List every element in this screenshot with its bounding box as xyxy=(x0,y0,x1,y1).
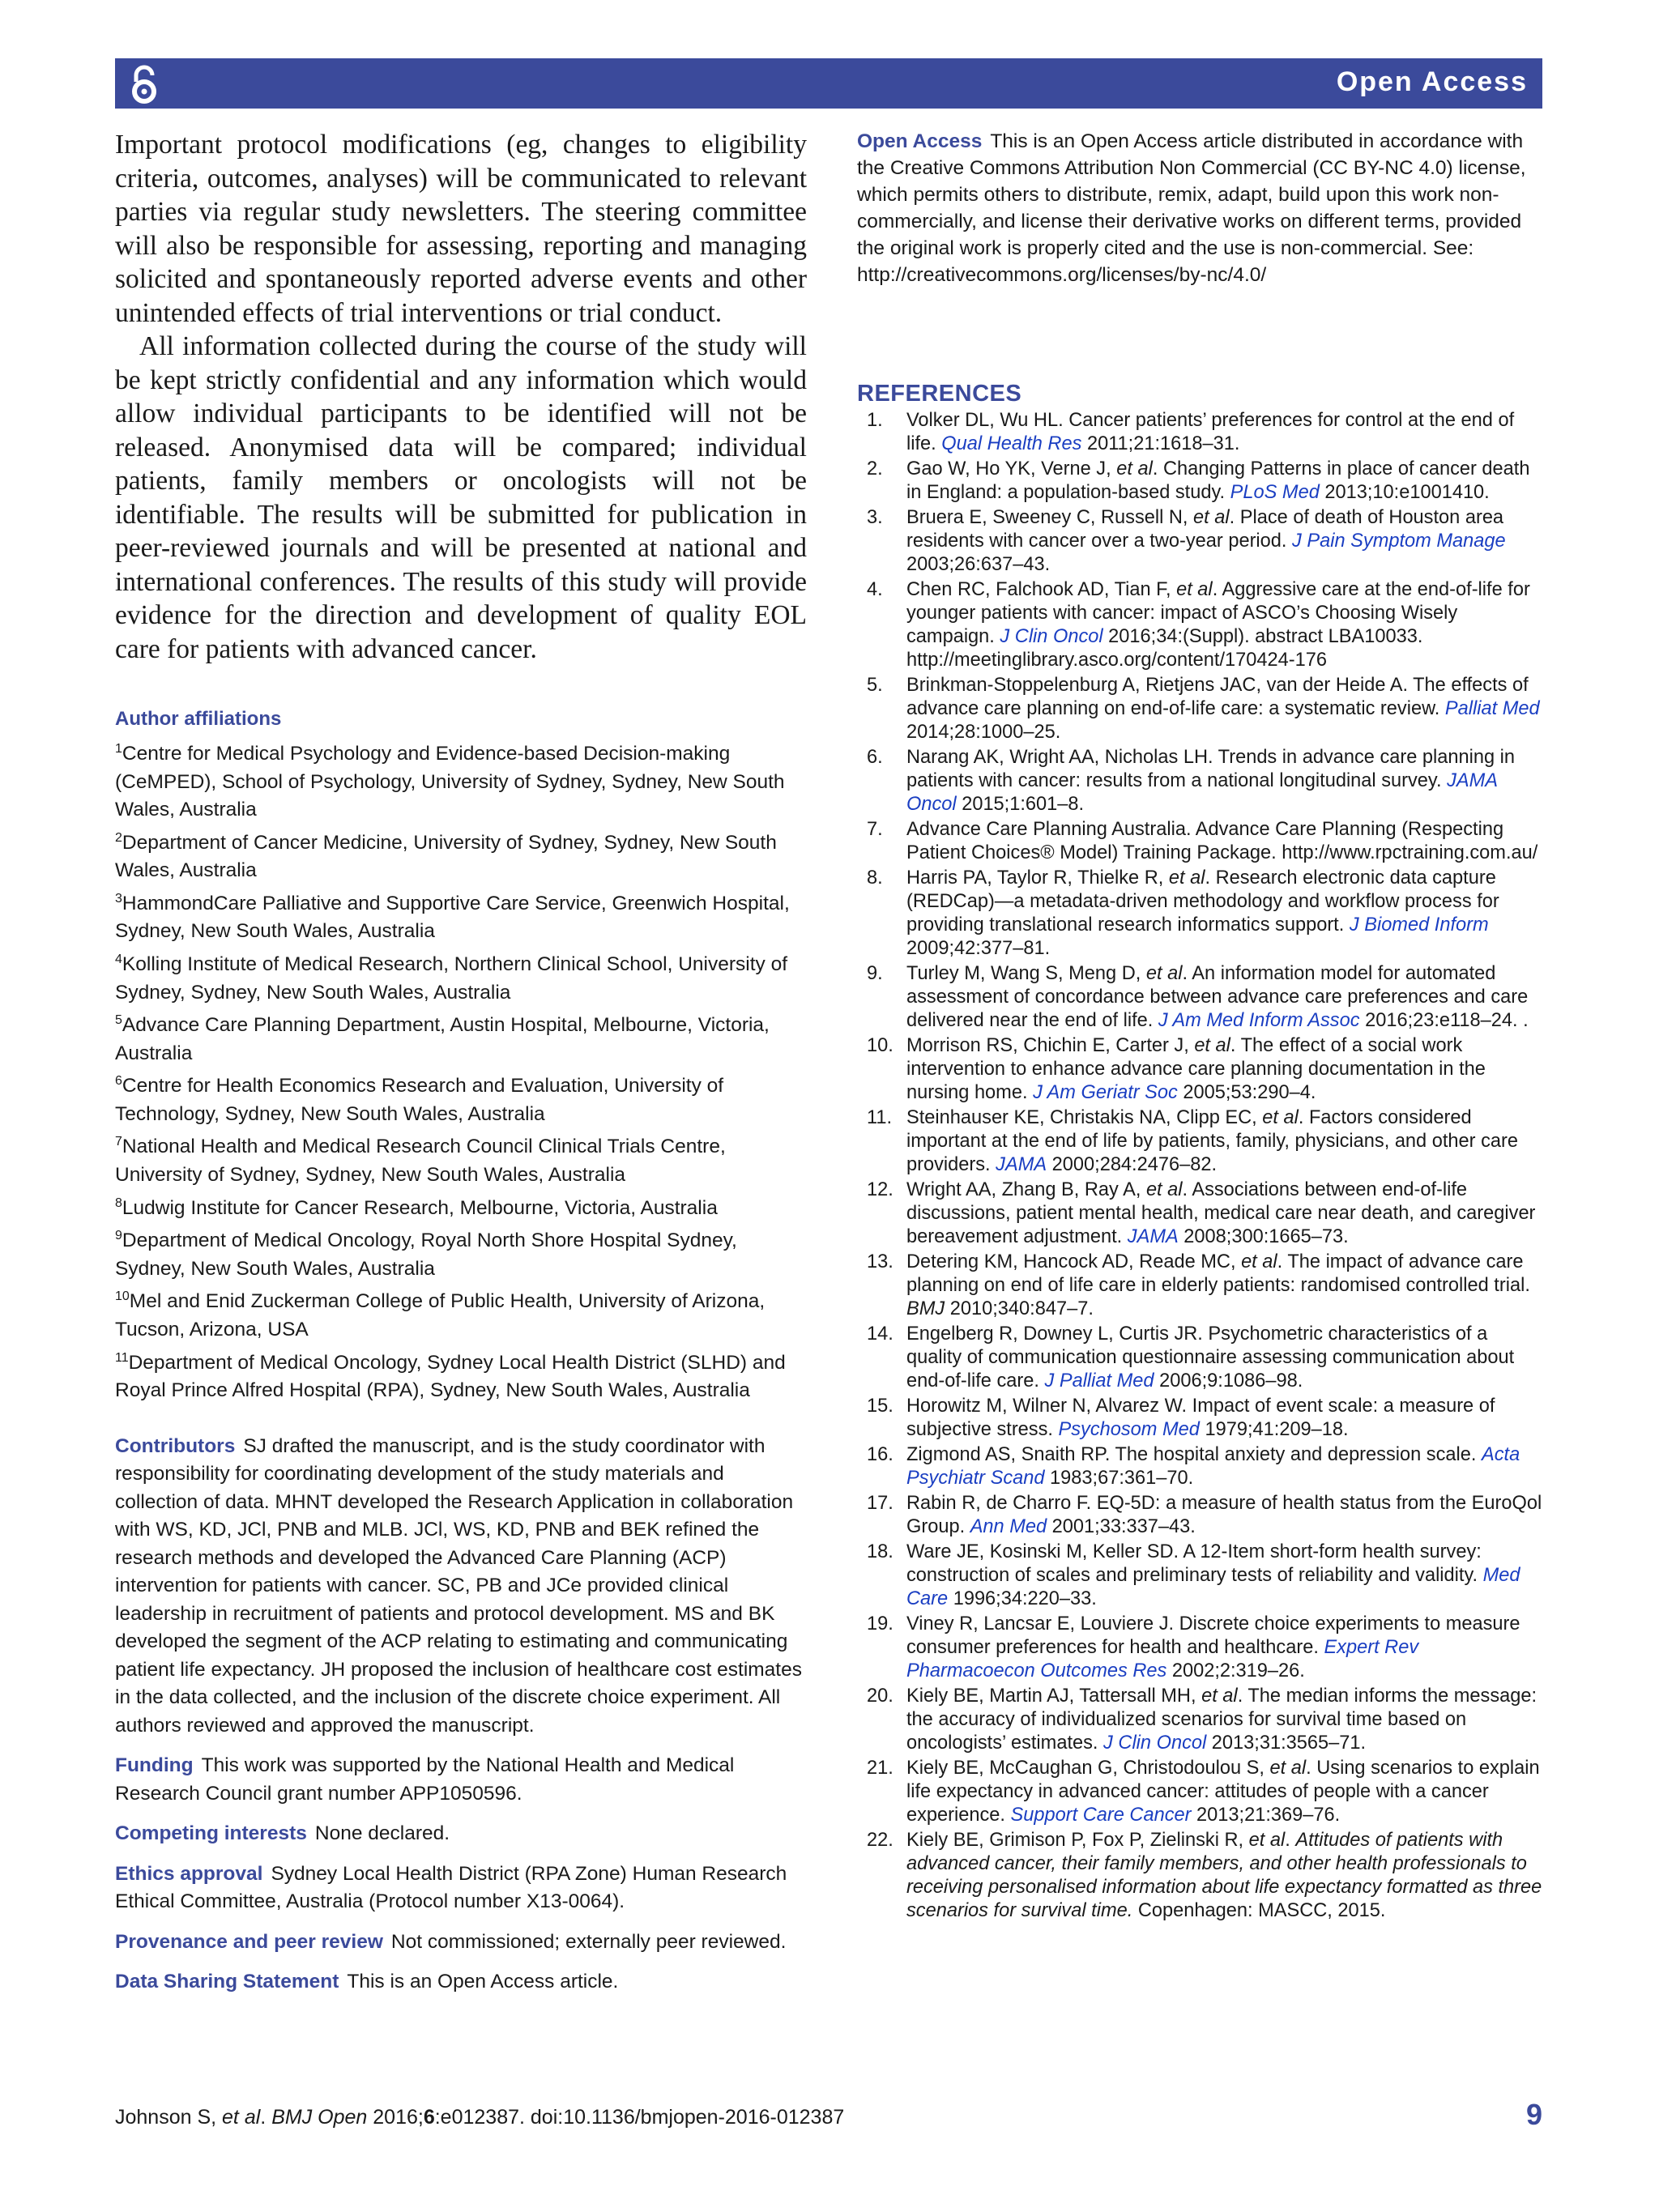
reference-number: 21. xyxy=(867,1758,893,1779)
reference-text: Wright AA, Zhang B, Ray A, xyxy=(906,1179,1146,1200)
reference-journal-link[interactable]: Palliat Med xyxy=(1444,698,1540,719)
reference-item xyxy=(857,674,1542,744)
reference-text: Ware JE, Kosinski M, Keller SD. A 12-Item short-form health survey: construction of scales and preliminary tests of reliability and validity. xyxy=(906,1541,1483,1586)
competing-interests-text: None declared. xyxy=(314,1822,450,1845)
affiliations-heading: Author affiliations xyxy=(115,708,282,730)
reference-item xyxy=(857,1106,1542,1177)
reference-text: . An information model for automated assessment of concordance between advance care preferences and care delivered near the end of life. xyxy=(906,963,1529,1031)
reference-number: 22. xyxy=(867,1830,893,1851)
reference-italic-text: Attitudes of patients with advanced cancer, their family members, and other health professionals to receiving personalised information about life expectancy formatted as three scenarios for survival time. xyxy=(906,1830,1542,1921)
reference-text: Advance Care Planning Australia. Advance Care Planning (Respecting Patient Choices® Model) Training Package. http://www.rpctraining.com.au/ xyxy=(906,819,1538,863)
affiliation-number: 3 xyxy=(115,891,122,906)
reference-journal-link[interactable]: J Biomed Inform xyxy=(1349,914,1489,936)
provenance-text: Not commissioned; externally peer reviewed. xyxy=(390,1930,787,1953)
reference-item xyxy=(857,1492,1542,1539)
reference-journal-link[interactable]: J Pain Symptom Manage xyxy=(1292,531,1506,552)
reference-text: 2002;2:319–26. xyxy=(1166,1660,1305,1681)
reference-text: 2013;10:e1001410. xyxy=(1319,482,1490,503)
provenance-label: Provenance and peer review xyxy=(115,1930,383,1953)
reference-text: Engelberg R, Downey L, Curtis JR. Psychometric characteristics of a quality of communication questionnaire assessing communication about end-of-life care. xyxy=(906,1323,1515,1392)
provenance-note xyxy=(115,1929,807,1957)
reference-number: 5. xyxy=(867,675,883,696)
reference-text: Copenhagen: MASCC, 2015. xyxy=(1132,1900,1386,1921)
open-access-lock-icon xyxy=(126,64,162,104)
reference-number: 18. xyxy=(867,1541,893,1562)
reference-number: 11. xyxy=(867,1107,893,1128)
affiliation-number: 11 xyxy=(115,1350,129,1365)
competing-interests-label: Competing interests xyxy=(115,1822,307,1845)
reference-text: 2010;340:847–7. xyxy=(945,1298,1094,1319)
left-column xyxy=(115,128,807,2009)
funding-label: Funding xyxy=(115,1754,194,1777)
reference-text: . Place of death of Houston area residents with cancer over a two-year period. xyxy=(906,507,1504,552)
reference-number: 10. xyxy=(867,1035,893,1056)
reference-text: Harris PA, Taylor R, Thielke R, xyxy=(906,867,1169,889)
reference-item xyxy=(857,458,1542,505)
reference-item xyxy=(857,867,1542,961)
reference-text: Zigmond AS, Snaith RP. The hospital anxiety and depression scale. xyxy=(906,1444,1482,1465)
reference-text: 1983;67:361–70. xyxy=(1044,1468,1194,1489)
reference-item xyxy=(857,409,1542,456)
reference-journal-link[interactable]: Support Care Cancer xyxy=(1010,1805,1192,1826)
reference-text: 2003;26:637–43. xyxy=(906,554,1051,575)
reference-text: . The median informs the message: the accuracy of individualized scenarios for survival time based on oncologists’ estimates. xyxy=(906,1686,1537,1754)
reference-text: . Research electronic data capture (REDCap)—a metadata-driven methodology and workflow process for providing translational research informatics support. xyxy=(906,867,1499,936)
affiliation-item xyxy=(115,825,807,885)
reference-etal: et al xyxy=(1145,963,1183,984)
reference-text: Viney R, Lancsar E, Louviere J. Discrete choice experiments to measure consumer preferences for health and healthcare. xyxy=(906,1613,1520,1658)
header-label: Open Access xyxy=(1336,66,1528,97)
reference-item xyxy=(857,1757,1542,1827)
reference-item xyxy=(857,1443,1542,1490)
reference-journal-link[interactable]: J Clin Oncol xyxy=(1103,1733,1207,1754)
affiliation-number: 10 xyxy=(115,1289,130,1304)
affiliation-number: 2 xyxy=(115,830,122,845)
reference-number: 14. xyxy=(867,1323,893,1345)
reference-number: 19. xyxy=(867,1613,893,1634)
reference-item xyxy=(857,506,1542,577)
author-affiliations xyxy=(115,708,807,1405)
affiliations-list xyxy=(115,735,807,1405)
affiliation-number: 9 xyxy=(115,1229,122,1243)
reference-text: 2005;53:290–4. xyxy=(1177,1082,1316,1103)
reference-journal-link[interactable]: JAMA Oncol xyxy=(906,770,1498,815)
affiliation-item xyxy=(115,1190,807,1223)
reference-text: Detering KM, Hancock AD, Reade MC, xyxy=(906,1251,1242,1272)
footer-citation xyxy=(115,2106,844,2129)
references-list xyxy=(857,409,1542,1923)
footer-year: 2016; xyxy=(367,2106,424,2129)
data-sharing-label: Data Sharing Statement xyxy=(115,1971,339,1993)
reference-text: Horowitz M, Wilner N, Alvarez W. Impact of event scale: a measure of subjective stress. xyxy=(906,1396,1495,1440)
affiliation-item xyxy=(115,1283,807,1344)
footer-doi: :e012387. doi:10.1136/bmjopen-2016-012387 xyxy=(434,2106,845,2129)
reference-journal-link[interactable]: Acta Psychiatr Scand xyxy=(906,1444,1520,1489)
contributors-note xyxy=(115,1433,807,1741)
reference-etal: et al xyxy=(1262,1107,1299,1128)
reference-text: 1996;34:220–33. xyxy=(948,1588,1097,1609)
reference-number: 8. xyxy=(867,867,883,889)
reference-item xyxy=(857,1251,1542,1321)
reference-number: 9. xyxy=(867,963,883,984)
reference-text: 2008;300:1665–73. xyxy=(1178,1226,1349,1247)
affiliation-text: HammondCare Palliative and Supportive Care Service, Greenwich Hospital, Sydney, New South Wales, Australia xyxy=(115,892,790,943)
reference-number: 2. xyxy=(867,458,883,479)
open-access-note xyxy=(857,128,1542,288)
affiliation-item xyxy=(115,1068,807,1128)
reference-item xyxy=(857,746,1542,816)
affiliation-text: National Health and Medical Research Council Clinical Trials Centre, University of Sydney, Sydney, New South Wales, Australia xyxy=(115,1136,726,1187)
affiliation-number: 8 xyxy=(115,1196,122,1210)
footer-etal: et al xyxy=(222,2106,261,2129)
page-number: 9 xyxy=(1525,2098,1542,2131)
reference-text: 2014;28:1000–25. xyxy=(906,722,1061,743)
reference-text: 2011;21:1618–31. xyxy=(1081,433,1240,454)
affiliation-text: Mel and Enid Zuckerman College of Public Health, University of Arizona, Tucson, Arizona, USA xyxy=(115,1290,766,1341)
reference-text: 2006;9:1086–98. xyxy=(1154,1370,1303,1392)
open-access-label: Open Access xyxy=(857,130,983,152)
reference-etal: et al xyxy=(1116,458,1153,479)
reference-text: Rabin R, de Charro F. EQ-5D: a measure of health status from the EuroQol Group. xyxy=(906,1493,1542,1537)
funding-text: This work was supported by the National Health and Medical Research Council grant number APP1050596. xyxy=(115,1754,735,1805)
reference-item xyxy=(857,1034,1542,1105)
reference-number: 3. xyxy=(867,507,883,528)
reference-text: Kiely BE, Martin AJ, Tattersall MH, xyxy=(906,1686,1202,1707)
reference-text: 2015;1:601–8. xyxy=(956,794,1085,815)
reference-item xyxy=(857,1613,1542,1683)
reference-text: 2013;31:3565–71. xyxy=(1206,1733,1367,1754)
reference-text: . xyxy=(1285,1830,1296,1851)
affiliation-number: 7 xyxy=(115,1135,122,1149)
reference-text: Chen RC, Falchook AD, Tian F, xyxy=(906,579,1177,600)
reference-journal-link[interactable]: J Palliat Med xyxy=(1044,1370,1154,1392)
reference-number: 20. xyxy=(867,1686,893,1707)
reference-text: Steinhauser KE, Christakis NA, Clipp EC, xyxy=(906,1107,1263,1128)
reference-text: Gao W, Ho YK, Verne J, xyxy=(906,458,1117,479)
affiliation-item xyxy=(115,1222,807,1283)
affiliation-text: Department of Medical Oncology, Royal North Shore Hospital Sydney, Sydney, New South Wales, Australia xyxy=(115,1230,737,1280)
reference-journal-link[interactable]: Psychosom Med xyxy=(1058,1419,1200,1440)
affiliation-item xyxy=(115,735,807,825)
reference-number: 6. xyxy=(867,747,883,768)
reference-text: 2000;284:2476–82. xyxy=(1047,1154,1218,1175)
affiliation-number: 1 xyxy=(115,742,122,756)
reference-text: . Associations between end-of-life discussions, patient mental health, medical care near death, and caregiver bereavement adjustment. xyxy=(906,1179,1536,1247)
reference-text: 2016;34:(Suppl). abstract LBA10033. http://meetinglibrary.asco.org/content/170424-176 xyxy=(906,626,1423,671)
reference-italic-text: BMJ xyxy=(906,1298,945,1319)
reference-item xyxy=(857,1541,1542,1611)
affiliation-text: Advance Care Planning Department, Austin Hospital, Melbourne, Victoria, Australia xyxy=(115,1014,770,1064)
reference-number: 1. xyxy=(867,410,883,431)
affiliation-item xyxy=(115,885,807,946)
affiliation-number: 4 xyxy=(115,952,122,966)
reference-etal: et al xyxy=(1168,867,1205,889)
affiliation-item xyxy=(115,1007,807,1068)
reference-text: . The impact of advance care planning on end of life care in elderly patients: randomised controlled trial. xyxy=(906,1251,1530,1296)
reference-text: Morrison RS, Chichin E, Carter J, xyxy=(906,1035,1195,1056)
reference-journal-link[interactable]: PLoS Med xyxy=(1230,482,1320,503)
reference-text: . The effect of a social work intervention to enhance advance care planning documentation in the nursing home. xyxy=(906,1035,1486,1103)
reference-text: Bruera E, Sweeney C, Russell N, xyxy=(906,507,1194,528)
reference-text: Turley M, Wang S, Meng D, xyxy=(906,963,1146,984)
reference-text: . Using scenarios to explain life expectancy in advanced cancer: attitudes of people with a cancer experience. xyxy=(906,1758,1540,1826)
ethics-approval-note xyxy=(115,1860,807,1916)
competing-interests-note xyxy=(115,1820,807,1848)
reference-item xyxy=(857,1323,1542,1393)
reference-text: . Factors considered important at the end of life by patients, family, physicians, and other care providers. xyxy=(906,1107,1518,1175)
reference-text: Volker DL, Wu HL. Cancer patients’ preferences for control at the end of life. xyxy=(906,410,1515,454)
footer-volume: 6 xyxy=(423,2106,435,2129)
reference-number: 12. xyxy=(867,1179,893,1200)
reference-item xyxy=(857,1178,1542,1249)
reference-etal: et al xyxy=(1194,1035,1230,1056)
funding-note xyxy=(115,1752,807,1808)
affiliation-number: 6 xyxy=(115,1074,122,1089)
ethics-approval-label: Ethics approval xyxy=(115,1862,263,1885)
reference-number: 15. xyxy=(867,1396,893,1417)
reference-text: 2001;33:337–43. xyxy=(1047,1516,1196,1537)
reference-etal: et al xyxy=(1145,1179,1183,1200)
affiliation-text: Kolling Institute of Medical Research, Northern Clinical School, University of Sydney, Sydney, New South Wales, Australia xyxy=(115,953,788,1004)
reference-etal: et al xyxy=(1201,1686,1238,1707)
reference-text: Brinkman-Stoppelenburg A, Rietjens JAC, van der Heide A. The effects of advance care planning on end-of-life care: a systematic review. xyxy=(906,675,1529,719)
affiliation-text: Centre for Medical Psychology and Evidence-based Decision-making (CeMPED), School of Psychology, University of Sydney, Sydney, New South Wales, Australia xyxy=(115,743,785,821)
reference-journal-link[interactable]: Med Care xyxy=(906,1565,1520,1609)
data-sharing-note xyxy=(115,1968,807,1997)
reference-text: 2013;21:369–76. xyxy=(1191,1805,1341,1826)
reference-journal-link[interactable]: J Am Med Inform Assoc xyxy=(1158,1010,1360,1031)
affiliation-text: Department of Cancer Medicine, University of Sydney, Sydney, New South Wales, Australia xyxy=(115,831,777,882)
footer-sep: . xyxy=(260,2106,272,2129)
reference-number: 17. xyxy=(867,1493,893,1514)
reference-text: . Changing Patterns in place of cancer death in England: a population-based study. xyxy=(906,458,1530,503)
open-access-text: This is an Open Access article distributed in accordance with the Creative Commons Attribution Non Commercial (CC BY-NC 4.0) license, which permits others to distribute, remix, adapt, build upon this work non-commercially, and license their derivative works on different terms, provided the original work is properly cited and the use is non-commercial. See: http://creativecommons.org/licenses/by-nc/4.0/ xyxy=(857,130,1526,286)
reference-item xyxy=(857,1685,1542,1755)
reference-etal: et al xyxy=(1241,1251,1277,1272)
affiliation-text: Department of Medical Oncology, Sydney Local Health District (SLHD) and Royal Prince Alfred Hospital (RPA), Sydney, New South Wales, Australia xyxy=(115,1351,786,1402)
right-column xyxy=(857,128,1542,1924)
reference-text: 2009;42:377–81. xyxy=(906,938,1051,959)
footer-journal: BMJ Open xyxy=(271,2106,368,2129)
reference-item xyxy=(857,1829,1542,1923)
ethics-approval-text: Sydney Local Health District (RPA Zone) Human Research Ethical Committee, Australia (Protocol number X13-0064). xyxy=(115,1862,787,1913)
reference-text: Narang AK, Wright AA, Nicholas LH. Trends in advance care planning in patients with cancer: results from a national longitudinal survey. xyxy=(906,747,1516,791)
reference-text: Kiely BE, McCaughan G, Christodoulou S, xyxy=(906,1758,1270,1779)
affiliation-text: Centre for Health Economics Research and Evaluation, University of Technology, Sydney, New South Wales, Australia xyxy=(115,1075,724,1125)
affiliation-item xyxy=(115,946,807,1007)
header-bar xyxy=(115,58,1542,109)
reference-journal-link[interactable]: Ann Med xyxy=(970,1516,1047,1537)
reference-item xyxy=(857,962,1542,1033)
body-paragraph: Important protocol modifications (eg, changes to eligibility criteria, outcomes, analyses) will be communicated to relevant parties via regular study newsletters. The steering committee will also be responsible for assessing, reporting and managing solicited and spontaneously reported adverse events and other unintended effects of trial interventions or trial conduct. xyxy=(115,130,807,328)
contributors-label: Contributors xyxy=(115,1434,236,1457)
reference-etal: et al xyxy=(1176,579,1213,600)
affiliation-item xyxy=(115,1128,807,1189)
reference-text: . Aggressive care at the end-of-life for younger patients with cancer: impact of ASCO’s Choosing Wisely campaign. xyxy=(906,579,1530,647)
reference-number: 4. xyxy=(867,579,883,600)
reference-journal-link[interactable]: J Clin Oncol xyxy=(1000,626,1103,647)
reference-number: 16. xyxy=(867,1444,893,1465)
contributors-text: SJ drafted the manuscript, and is the study coordinator with responsibility for coordinating development of the study materials and collection of data. MHNT developed the Research Application in collaboration with WS, KD, JCl, PNB and MLB. JCl, WS, KD, PNB and BEK refined the research methods and developed the Advanced Care Planning (ACP) intervention for patients with cancer. SC, PB and JCe provided clinical leadership in recruitment of patients and protocol development. MS and BK developed the segment of the ACP relating to estimating and communicating patient life expectancy. JH proposed the inclusion of healthcare cost estimates in the data collected, and the inclusion of the discrete choice experiment. All authors reviewed and approved the manuscript. xyxy=(115,1434,802,1737)
reference-text: Kiely BE, Grimison P, Fox P, Zielinski R, xyxy=(906,1830,1249,1851)
reference-item xyxy=(857,1395,1542,1442)
footer-authors: Johnson S, xyxy=(115,2106,223,2129)
affiliation-text: Ludwig Institute for Cancer Research, Melbourne, Victoria, Australia xyxy=(122,1196,718,1219)
reference-number: 7. xyxy=(867,819,883,840)
reference-item xyxy=(857,818,1542,865)
affiliation-number: 5 xyxy=(115,1013,122,1028)
reference-journal-link[interactable]: JAMA xyxy=(1127,1226,1179,1247)
reference-journal-link[interactable]: Expert Rev Pharmacoecon Outcomes Res xyxy=(906,1637,1419,1681)
reference-text: 1979;41:209–18. xyxy=(1199,1419,1349,1440)
data-sharing-text: This is an Open Access article. xyxy=(347,1971,619,1993)
reference-journal-link[interactable]: J Am Geriatr Soc xyxy=(1033,1082,1178,1103)
reference-etal: et al xyxy=(1193,507,1230,528)
reference-journal-link[interactable]: JAMA xyxy=(996,1154,1047,1175)
reference-text: 2016;23:e118–24. . xyxy=(1359,1010,1529,1031)
affiliation-item xyxy=(115,1345,807,1405)
reference-number: 13. xyxy=(867,1251,893,1272)
references-heading: REFERENCES xyxy=(857,381,1022,407)
reference-etal: et al xyxy=(1269,1758,1307,1779)
body-paragraph: All information collected during the course of the study will be kept strictly confidential and any information which would allow individual participants to be identified will not be released. Anonymised data will be compared; individual patients, family members or oncologists will not be identifiable. The results will be submitted for publication in peer-reviewed journals and will be presented at national and international conferences. The results of this study will provide evidence for the direction and development of quality EOL care for patients with advanced cancer. xyxy=(115,331,807,664)
reference-item xyxy=(857,578,1542,672)
reference-etal: et al xyxy=(1248,1830,1286,1851)
reference-journal-link[interactable]: Qual Health Res xyxy=(941,433,1082,454)
